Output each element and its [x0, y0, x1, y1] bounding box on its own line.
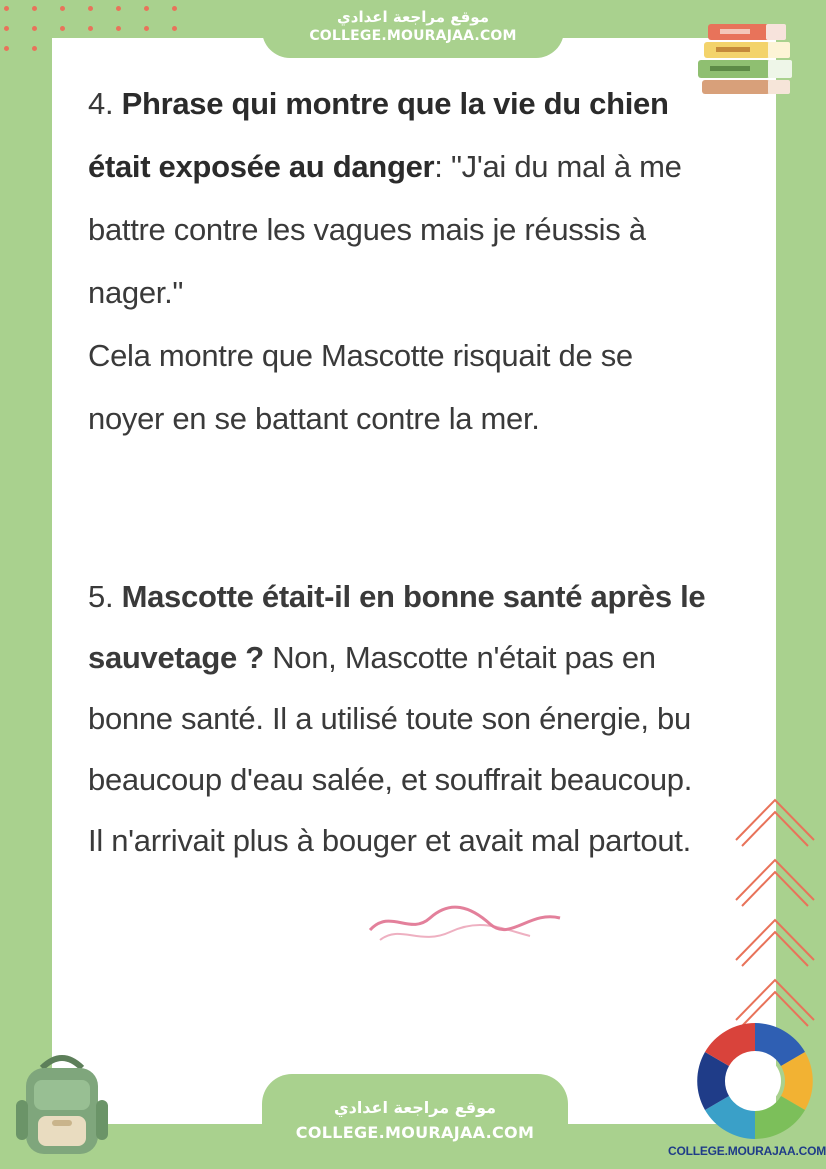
footer-site-name: موقع مراجعة اعدادي: [333, 1098, 497, 1117]
question-4-title: Phrase qui montre que la vie du chien était exposée au danger: [88, 86, 669, 184]
chevron-up-icon: [730, 790, 820, 1030]
question-5-title: Mascotte était-il en bonne santé après le sauvetage ?: [88, 579, 706, 675]
question-4-explanation: Cela montre que Mascotte risquait de se noyer en se battant contre la mer.: [88, 338, 633, 436]
header-tab: [262, 0, 564, 58]
question-4-colon: :: [434, 149, 443, 184]
backpack-icon: [12, 1050, 112, 1160]
question-5-answer: Non, Mascotte n'était pas en bonne santé. Il a utilisé toute son énergie, bu beaucoup d'eau salée, et souffrait beaucoup. Il n'arrivait plus à bouger et avait mal partout.: [88, 640, 693, 858]
footer-site-url[interactable]: COLLEGE.MOURAJAA.COM: [295, 1123, 535, 1142]
logo-caption: COLLEGE.MOURAJAA.COM: [668, 1144, 826, 1158]
header-site-url[interactable]: COLLEGE.MOURAJAA.COM: [309, 28, 517, 44]
question-4-quote: "J'ai du mal à me battre contre les vagues mais je réussis à nager.": [88, 149, 682, 310]
question-5-number: 5.: [88, 579, 114, 614]
question-5: [88, 566, 708, 871]
site-logo-icon: [694, 1020, 816, 1142]
header-site-name: موقع مراجعة اعدادي: [337, 8, 489, 26]
question-4-number: 4.: [88, 86, 114, 121]
footer-tab: [262, 1074, 568, 1169]
question-4: [88, 72, 708, 450]
handwritten-scribble: [360, 888, 590, 958]
